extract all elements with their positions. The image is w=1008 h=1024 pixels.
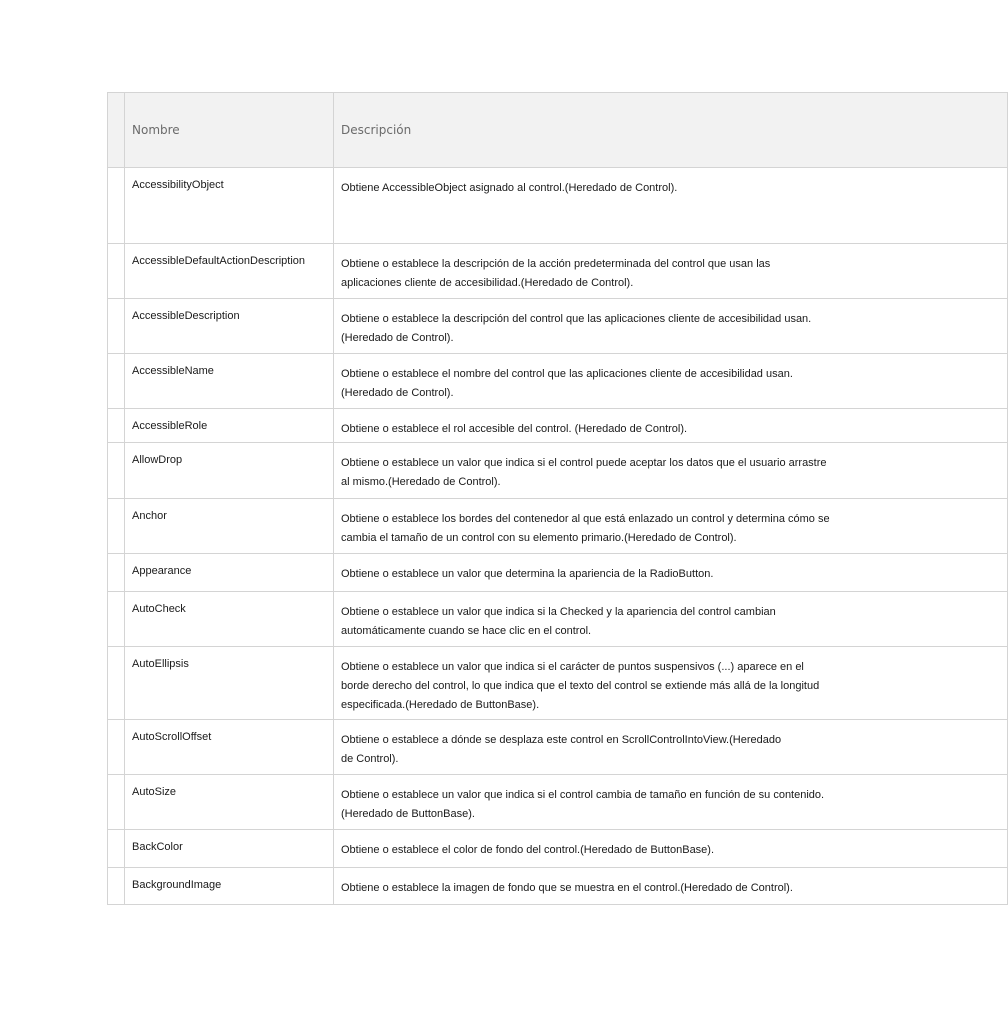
property-description-cell — [334, 168, 1008, 244]
property-name-cell — [125, 830, 334, 868]
table-row — [108, 244, 1008, 299]
property-description-cell — [334, 443, 1008, 499]
row-spacer-cell — [108, 775, 125, 830]
property-description — [334, 299, 861, 348]
property-description — [334, 244, 861, 293]
table-header-row — [108, 93, 1008, 168]
description-line: especificada.(Heredado de ButtonBase). — [341, 699, 540, 711]
property-description — [334, 354, 861, 403]
header-description-cell — [334, 93, 1008, 168]
table-row — [108, 775, 1008, 830]
property-name-cell — [125, 554, 334, 592]
property-description — [334, 554, 861, 584]
property-name-cell — [125, 409, 334, 443]
property-name: AccessibilityObject — [132, 179, 224, 191]
properties-table — [107, 92, 1008, 905]
row-spacer-cell — [108, 409, 125, 443]
description-line: aplicaciones cliente de accesibilidad.(Heredado de Control). — [341, 277, 634, 289]
property-description — [334, 647, 861, 715]
property-description — [334, 443, 861, 492]
description-line: Obtiene o establece un valor que indica si el control puede aceptar los datos que el usuario arrastre — [341, 457, 827, 469]
property-name: BackgroundImage — [132, 879, 222, 891]
table-row — [108, 830, 1008, 868]
description-line: Obtiene AccessibleObject asignado al control.(Heredado de Control). — [341, 182, 678, 194]
property-name: Appearance — [132, 565, 192, 577]
description-line: Obtiene o establece un valor que indica si el control cambia de tamaño en función de su contenido. — [341, 789, 825, 801]
property-name: AccessibleDescription — [132, 310, 240, 322]
row-spacer-cell — [108, 592, 125, 647]
description-line: Obtiene o establece la descripción de la acción predeterminada del control que usan las — [341, 258, 771, 270]
description-line: Obtiene o establece la descripción del control que las aplicaciones cliente de accesibilidad usan. — [341, 313, 812, 325]
row-spacer-cell — [108, 868, 125, 905]
description-line: Obtiene o establece un valor que indica si el carácter de puntos suspensivos (...) aparece en el — [341, 661, 804, 673]
property-description-cell — [334, 868, 1008, 905]
header-name-cell — [125, 93, 334, 168]
row-spacer-cell — [108, 554, 125, 592]
description-line: Obtiene o establece los bordes del contenedor al que está enlazado un control y determina cómo se — [341, 513, 830, 525]
description-line: al mismo.(Heredado de Control). — [341, 476, 501, 488]
property-description-cell — [334, 592, 1008, 647]
row-spacer-cell — [108, 299, 125, 354]
table-row — [108, 592, 1008, 647]
table-row — [108, 499, 1008, 554]
property-name: AutoScrollOffset — [132, 731, 212, 743]
property-description — [334, 168, 861, 198]
table-row — [108, 299, 1008, 354]
description-line: de Control). — [341, 753, 399, 765]
property-name: AutoSize — [132, 786, 177, 798]
header-name: Nombre — [132, 123, 180, 137]
property-name: AccessibleName — [132, 365, 214, 377]
table-row — [108, 409, 1008, 443]
property-description — [334, 868, 861, 898]
table-row — [108, 868, 1008, 905]
property-name-cell — [125, 720, 334, 775]
description-line: Obtiene o establece un valor que determina la apariencia de la RadioButton. — [341, 568, 714, 580]
description-line: (Heredado de ButtonBase). — [341, 808, 475, 820]
description-line: (Heredado de Control). — [341, 332, 454, 344]
description-line: borde derecho del control, lo que indica que el texto del control se extiende más allá de la longitud — [341, 680, 820, 692]
property-description — [334, 592, 861, 641]
property-name-cell — [125, 592, 334, 647]
description-line: (Heredado de Control). — [341, 387, 454, 399]
property-description-cell — [334, 830, 1008, 868]
property-description-cell — [334, 647, 1008, 720]
property-name-cell — [125, 868, 334, 905]
table-row — [108, 354, 1008, 409]
description-line: Obtiene o establece a dónde se desplaza este control en ScrollControlIntoView.(Heredado — [341, 734, 782, 746]
row-spacer-cell — [108, 443, 125, 499]
property-name: AutoEllipsis — [132, 658, 189, 670]
row-spacer-cell — [108, 244, 125, 299]
description-line: Obtiene o establece la imagen de fondo que se muestra en el control.(Heredado de Control). — [341, 882, 793, 894]
property-name: BackColor — [132, 841, 183, 853]
property-description — [334, 775, 861, 824]
property-name: AutoCheck — [132, 603, 186, 615]
description-line: Obtiene o establece el color de fondo del control.(Heredado de ButtonBase). — [341, 844, 715, 856]
property-name-cell — [125, 443, 334, 499]
description-line: Obtiene o establece el rol accesible del control. (Heredado de Control). — [341, 423, 688, 435]
table-row — [108, 168, 1008, 244]
property-description-cell — [334, 299, 1008, 354]
property-name: AccessibleRole — [132, 420, 208, 432]
property-name-cell — [125, 168, 334, 244]
property-description — [334, 830, 861, 860]
row-spacer-cell — [108, 168, 125, 244]
description-line: automáticamente cuando se hace clic en el control. — [341, 625, 592, 637]
row-spacer-cell — [108, 647, 125, 720]
property-name-cell — [125, 244, 334, 299]
row-spacer-cell — [108, 499, 125, 554]
property-name-cell — [125, 499, 334, 554]
description-line: Obtiene o establece un valor que indica si la Checked y la apariencia del control cambian — [341, 606, 776, 618]
property-name-cell — [125, 354, 334, 409]
property-description — [334, 720, 861, 769]
description-line: Obtiene o establece el nombre del control que las aplicaciones cliente de accesibilidad usan. — [341, 368, 793, 380]
row-spacer-cell — [108, 830, 125, 868]
table-row — [108, 720, 1008, 775]
property-description-cell — [334, 499, 1008, 554]
property-description-cell — [334, 409, 1008, 443]
property-name-cell — [125, 299, 334, 354]
property-name: AllowDrop — [132, 454, 183, 466]
property-description-cell — [334, 244, 1008, 299]
property-name-cell — [125, 775, 334, 830]
property-description-cell — [334, 354, 1008, 409]
header-description: Descripción — [341, 123, 412, 137]
property-name: AccessibleDefaultActionDescription — [132, 255, 306, 267]
property-description-cell — [334, 775, 1008, 830]
row-spacer-cell — [108, 354, 125, 409]
header-spacer-cell — [108, 93, 125, 168]
property-description — [334, 409, 861, 439]
description-line: cambia el tamaño de un control con su elemento primario.(Heredado de Control). — [341, 532, 737, 544]
table-row — [108, 647, 1008, 720]
table-row — [108, 443, 1008, 499]
property-name: Anchor — [132, 510, 167, 522]
row-spacer-cell — [108, 720, 125, 775]
table-row — [108, 554, 1008, 592]
property-description-cell — [334, 554, 1008, 592]
property-name-cell — [125, 647, 334, 720]
property-description-cell — [334, 720, 1008, 775]
property-description — [334, 499, 861, 548]
